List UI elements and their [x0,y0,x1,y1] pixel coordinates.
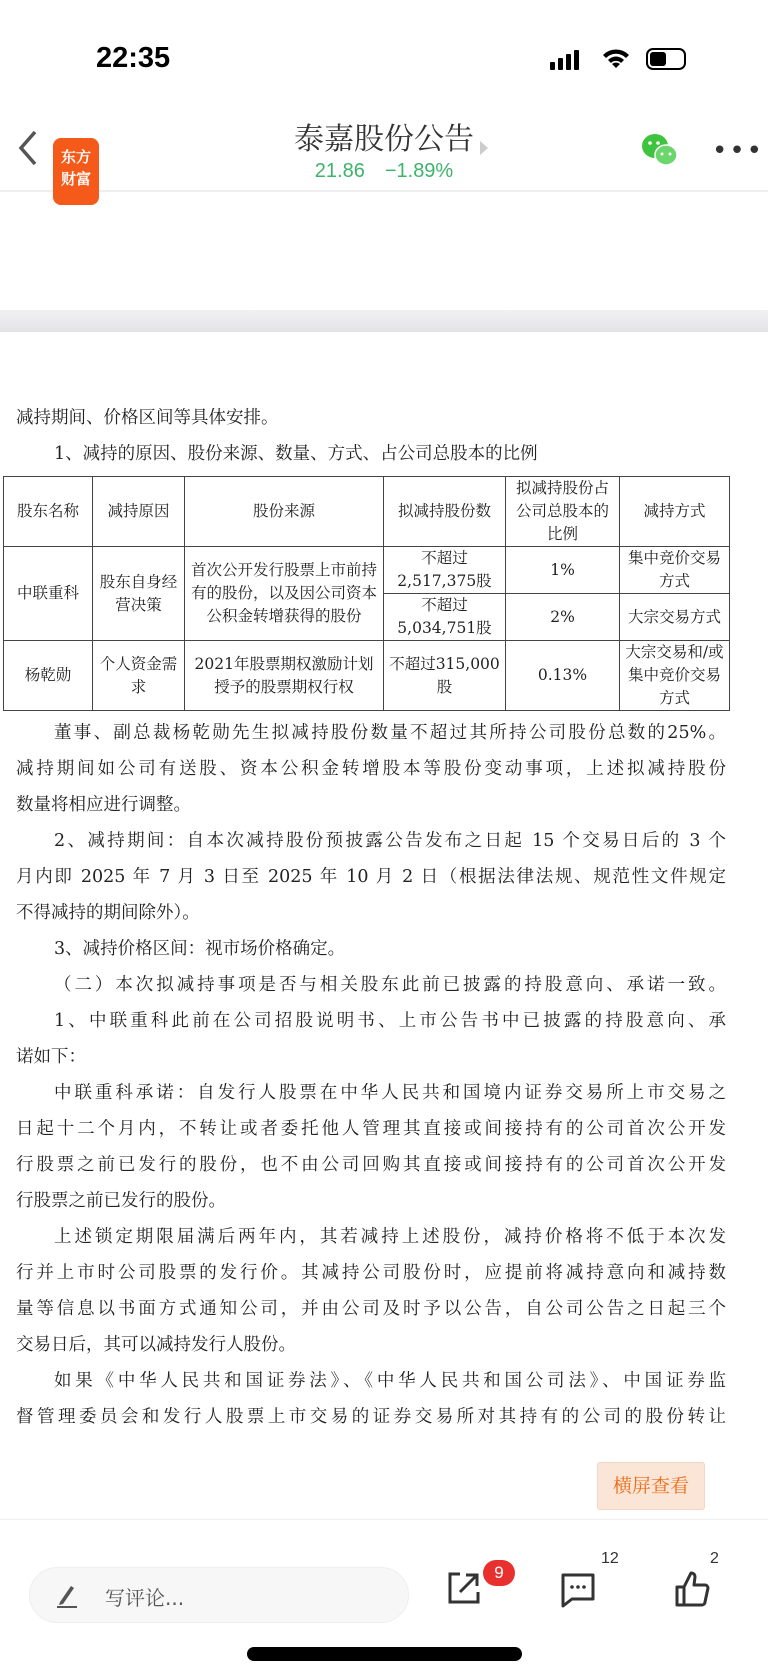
table-header: 减持原因 [93,477,185,547]
paragraph-line: 月内即 2025 年 7 月 3 日至 2025 年 10 月 2 日（根据法律法规、规范性文件规定 [16,867,726,887]
battery-icon [646,48,686,70]
paragraph-line: 3、减持价格区间：视市场价格确定。 [54,939,346,959]
table-cell: 不超过2,517,375股 [384,547,506,594]
table-row [4,641,730,711]
table-cell: 大宗交易方式 [620,594,730,641]
table-cell: 股东自身经营决策 [93,547,185,641]
paragraph-line: 督管理委员会和发行人股票上市交易的证券交易所对其持有的公司的股份转让 [16,1407,726,1427]
paragraph-line: 1、中联重科此前在公司招股说明书、上市公告书中已披露的持股意向、承 [54,1011,726,1031]
table-header: 减持方式 [620,477,730,547]
pencil-icon [54,1582,80,1610]
app-logo[interactable]: 东方 财富 [53,138,99,205]
table-header: 股东名称 [4,477,93,547]
table-row [4,547,730,594]
paragraph-line: 如果《中华人民共和国证券法》、《中华人民共和国公司法》、中国证券监 [54,1371,726,1391]
table-cell: 不超过315,000股 [384,641,506,711]
paragraph-line: 2、减持期间：自本次减持股份预披露公告发布之日起 15 个交易日后的 3 个 [54,831,726,851]
nav-header [0,100,768,192]
table-cell: 0.13% [506,641,620,711]
reduction-plan-table [3,476,730,711]
home-indicator[interactable] [247,1647,522,1661]
table-cell: 中联重科 [4,547,93,641]
table-cell: 大宗交易和/或集中竞价交易方式 [620,641,730,711]
paragraph-line: 行并上市时公司股票的发行价。其减持公司股份时，应提前将减持意向和减持数 [16,1263,726,1283]
table-cell: 首次公开发行股票上市前持有的股份，以及因公司资本公积金转增获得的股份 [185,547,384,641]
table-cell: 2% [506,594,620,641]
comment-icon[interactable] [560,1572,596,1608]
table-header: 拟减持股份数 [384,477,506,547]
table-cell: 不超过5,034,751股 [384,594,506,641]
status-bar [0,0,768,100]
section-heading: 1、减持的原因、股份来源、数量、方式、占公司总股本的比例 [54,444,538,464]
table-header-row [4,477,730,547]
paragraph-line: 不得减持的期间除外）。 [16,903,200,923]
more-icon[interactable]: ••• [712,136,765,166]
paragraph-line: 诺如下： [16,1047,86,1067]
table-cell: 个人资金需求 [93,641,185,711]
paragraph-line: 上述锁定期限届满后两年内，其若减持上述股份，减持价格将不低于本次发 [54,1227,726,1247]
table-header: 拟减持股份占公司总股本的比例 [506,477,620,547]
divider-band [0,310,768,332]
paragraph-line: 日起十二个月内，不转让或者委托他人管理其直接或间接持有的公司首次公开发 [16,1119,726,1139]
table-cell: 集中竞价交易方式 [620,547,730,594]
comment-placeholder: 写评论... [105,1586,185,1610]
table-header: 股份来源 [185,477,384,547]
paragraph-line: 交易日后，其可以减持发行人股份。 [16,1335,296,1355]
signal-icon [550,50,579,70]
table-cell: 2021年股票期权激励计划授予的股票期权行权 [185,641,384,711]
landscape-view-button[interactable]: 横屏查看 [597,1462,705,1510]
paragraph-line: （二）本次拟减持事项是否与相关股东此前已披露的持股意向、承诺一致。 [54,975,726,995]
paragraph-line: 减持期间、价格区间等具体安排。 [16,408,279,428]
paragraph-line: 中联重科承诺：自发行人股票在中华人民共和国境内证券交易所上市交易之 [54,1083,726,1103]
stock-change: −1.89% [384,160,454,182]
table-cell: 杨乾勋 [4,641,93,711]
comment-count: 12 [601,1550,619,1567]
expand-arrow-icon[interactable] [480,141,488,155]
stock-price: 21.86 [314,160,365,182]
share-badge: 9 [483,1560,515,1586]
announcement-body [16,400,726,1435]
like-count: 2 [710,1550,719,1567]
page-title: 泰嘉股份公告 [294,122,474,157]
comment-input[interactable] [29,1567,409,1623]
table-cell: 1% [506,547,620,594]
paragraph-line: 行股票之前已发行的股份，也不由公司回购其直接或间接持有的公司首次公开发 [16,1155,726,1175]
like-icon[interactable] [674,1570,710,1608]
wifi-icon [600,46,632,70]
paragraph-line: 减持期间如公司有送股、资本公积金转增股本等股份变动事项，上述拟减持股份 [16,759,726,779]
paragraph-line: 量等信息以书面方式通知公司，并由公司及时予以公告，自公司公告之日起三个 [16,1299,726,1319]
paragraph-line: 董事、副总裁杨乾勋先生拟减持股份数量不超过其所持公司股份总数的25%。 [54,723,726,743]
paragraph-line: 行股票之前已发行的股份。 [16,1191,226,1211]
paragraph-line: 数量将相应进行调整。 [16,795,191,815]
share-icon[interactable] [446,1570,482,1606]
wechat-share-icon[interactable] [640,130,680,170]
status-time: 22:35 [96,42,171,74]
